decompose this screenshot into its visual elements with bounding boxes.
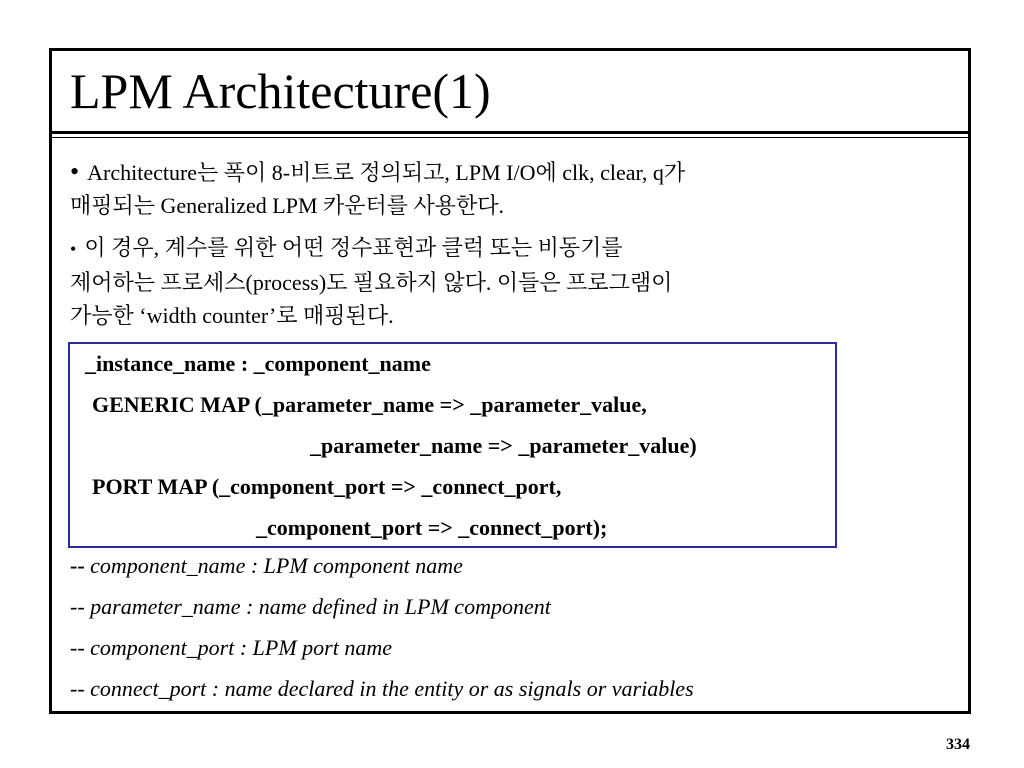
code-line: PORT MAP (_component_port => _connect_port,: [92, 474, 562, 499]
bullet-1-line-1: [70, 155, 950, 189]
comment-text: connect_port : name declared in the entity or as signals or variables: [90, 676, 694, 701]
bullet-1: [70, 155, 950, 222]
bullet-icon: •: [70, 239, 77, 259]
comment-text: component_port : LPM port name: [90, 635, 393, 660]
comment-line: [70, 592, 551, 622]
bullet-2-text-1: 이 경우, 계수를 위한 어떤 정수표현과 클럭 또는 비동기를: [84, 235, 623, 260]
comment-dash: --: [70, 553, 85, 578]
code-line: _parameter_name => _parameter_value): [310, 433, 697, 458]
title-rule-thick: [52, 131, 968, 134]
bullet-1-text-1: Architecture는 폭이 8-비트로 정의되고, LPM I/O에 clk, clear, q가: [87, 160, 686, 185]
page-number: 334: [946, 736, 970, 753]
slide-frame: [49, 48, 971, 714]
bullet-icon: •: [70, 157, 80, 186]
bullet-2-line-2: 제어하는 프로세스(process)도 필요하지 않다. 이들은 프로그램이: [70, 270, 673, 295]
comment-line: [70, 551, 463, 581]
code-line: _instance_name : _component_name: [85, 351, 431, 376]
comment-text: component_name : LPM component name: [90, 553, 463, 578]
code-line: GENERIC MAP (_parameter_name => _parameter_value,: [92, 392, 647, 417]
bullet-1-line-2: 매핑되는 Generalized LPM 카운터를 사용한다.: [70, 193, 505, 218]
bullet-2-line-1: [70, 231, 950, 266]
comment-dash: --: [70, 676, 85, 701]
comment-text: parameter_name : name defined in LPM component: [90, 594, 551, 619]
bullet-2-line-3: 가능한 ‘width counter’로 매핑된다.: [70, 303, 394, 328]
title-rule-thin: [52, 137, 968, 138]
comment-dash: --: [70, 594, 85, 619]
comment-dash: --: [70, 635, 85, 660]
code-line: _component_port => _connect_port);: [256, 515, 608, 540]
comment-line: [70, 633, 392, 663]
bullet-2: [70, 231, 950, 332]
comment-line: [70, 674, 694, 704]
slide-title: LPM Architecture(1): [70, 63, 491, 119]
code-box: [68, 342, 837, 548]
